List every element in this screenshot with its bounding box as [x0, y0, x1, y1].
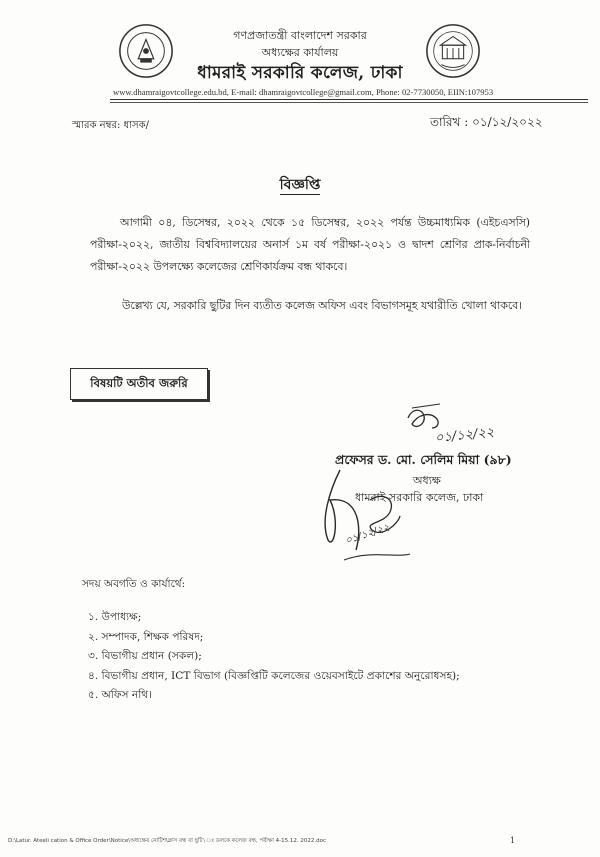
handwritten-date: ০১/১২/২২: [434, 424, 495, 447]
college-title: ধামরাই সরকারি কলেজ, ঢাকা: [197, 63, 403, 83]
notice-date: তারিখ : ০১/১২/২০২২: [430, 115, 543, 129]
list-item: ২. সম্পাদক, শিক্ষক পরিষদ;: [88, 630, 204, 643]
signature-underline: [344, 554, 410, 560]
notice-title-text: বিজ্ঞপ্তি: [279, 177, 321, 193]
notice-paragraph-1: আগামী ০৪, ডিসেম্বর, ২০২২ থেকে ১৫ ডিসেম্বর, ২০২২ পর্যন্ত উচ্চমাধ্যমিক (এইচএসসি) পরীক্ষা-২০২২, জাতীয় বিশ্ববিদ্যালয়ের অনার্স ১ম বর্ষ পরীক্ষা-২০২১ ও দ্বাদশ শ্রেণির প্রাক-নির্বাচনী পরীক্ষা-২০২২ উপলক্ষ্যে কলেজের শ্রেণিকার্যক্রম বন্ধ থাকবে।: [90, 216, 530, 273]
distribution-heading: সদয় অবগতি ও কার্যার্থে:: [82, 578, 186, 590]
file-path-footer: D:\Latur. Ateeli cation & Office Order\Notice\অধ্যক্ষের নোটিশ\ক্লাস বন্ধ বা ছুটি\ঃ ডলকে কলেজ বন্ধ, পরীক্ষা 4-15.12. 2022.doc: [8, 838, 326, 844]
signatory-name: প্রফেসর ড. মো. সেলিম মিয়া (৯৮): [335, 452, 512, 467]
government-title: গণপ্রজাতন্ত্রী বাংলাদেশ সরকার: [233, 29, 367, 42]
memo-number: স্মারক নম্বর: ধাসক/: [72, 120, 150, 131]
office-title: অধ্যক্ষের কার্যালয়: [261, 46, 339, 59]
urgent-box: বিষয়টি অতীব জরুরি: [70, 368, 208, 400]
list-item: ৫. অফিস নথি।: [88, 689, 152, 701]
notice-title: [0, 173, 600, 197]
list-item: ৪. বিভাগীয় প্রধান, ICT বিভাগ (বিজ্ঞপ্তিটি কলেজের ওয়েবসাইটে প্রকাশের অনুরোধসহ);: [88, 669, 460, 682]
list-item: ৩. বিভাগীয় প্রধান (সকল);: [88, 650, 202, 662]
distribution-list: [88, 608, 460, 706]
header-divider-thin: [110, 102, 588, 103]
signatory-title: অধ্যক্ষ: [413, 474, 441, 487]
list-item: ১. উপাধ্যক্ষ;: [88, 611, 142, 623]
notice-paragraph-2: উল্লেখ্য যে, সরকারি ছুটির দিন ব্যতীত কলেজ অফিস এবং বিভাগসমূহ যথারীতি খোলা থাকবে।: [122, 299, 523, 312]
page-number: 1: [510, 836, 516, 845]
handwritten-date-lower: ০১/১২/২২: [344, 522, 392, 547]
signatory-college: ধামরাই সরকারি কলেজ, ঢাকা: [355, 491, 484, 504]
header-divider: [110, 99, 588, 100]
contact-line: www.dhamraigovtcollege.edu.bd, E-mail: dhamraigovtcollege@gmail.com, Phone: 02-7730050, EIIN:107953: [113, 87, 494, 97]
signature-initial-mark: [408, 410, 438, 428]
signature-stroke: [412, 404, 440, 408]
